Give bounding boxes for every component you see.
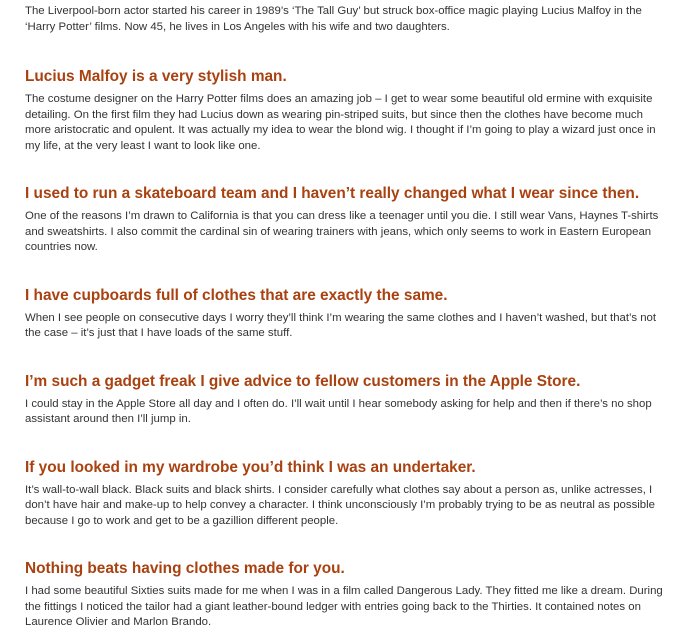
section-wardrobe — [25, 458, 665, 530]
section-heading: If you looked in my wardrobe you’d think I was an undertaker. — [25, 458, 476, 476]
section-heading: I’m such a gadget freak I give advice to fellow customers in the Apple Store. — [25, 372, 581, 390]
intro-paragraph: The Liverpool-born actor started his career in 1989’s ‘The Tall Guy’ but struck box-office magic playing Lucius Malfoy in the ‘Harry Potter’ films. Now 45, he lives in Los Angeles with his wife and two daughters. — [25, 5, 642, 33]
article — [25, 4, 665, 631]
section-cupboards — [25, 286, 665, 342]
section-paragraph: It’s wall-to-wall black. Black suits and black shirts. I consider carefully what clothes say about a person as, unlike actresses, I don’t have hair and make-up to help convey a character. I think unconsciously I’m probably trying to be as neutral as possible because I go to work and get to be a gazillion different people. — [25, 483, 656, 527]
section-gadget-freak — [25, 372, 665, 428]
section-paragraph: When I see people on consecutive days I worry they’ll think I’m wearing the same clothes and I haven’t washed, but that’s not the case – it’s just that I have loads of the same stuff. — [25, 311, 657, 339]
section-tailored-clothes — [25, 559, 665, 631]
section-paragraph: I had some beautiful Sixties suits made for me when I was in a film called Dangerous Lady. They fitted me like a dream. During the fittings I noticed the tailor had a giant leather-bound ledger with entries going back to the Thirties. It contained notes on Laurence Olivier and Marlon Brando. — [25, 585, 663, 628]
section-heading: Nothing beats having clothes made for you. — [25, 560, 345, 577]
section-paragraph: I could stay in the Apple Store all day and I often do. I’ll wait until I hear somebody asking for help and then if there’s no shop assistant around then I’ll jump in. — [25, 397, 652, 425]
section-lucius-malfoy — [25, 67, 665, 154]
section-skateboard-team — [25, 184, 665, 256]
section-paragraph: One of the reasons I’m drawn to California is that you can dress like a teenager until you die. I still wear Vans, Haynes T-shirts and sweatshirts. I also commit the cardinal sin of wearing trainers with jeans, which only seems to work in Eastern European countries now. — [25, 210, 659, 253]
section-paragraph: The costume designer on the Harry Potter films does an amazing job – I get to wear some beautiful old ermine with exquisite detailing. On the first film they had Lucius down as wearing pin-striped suits, but since then the clothes have become much more aristocratic and opulent. It was actually my idea to wear the blond wig. I thought if I’m going to play a wizard just once in my life, at the very least I want to look like one. — [25, 93, 656, 152]
section-heading: Lucius Malfoy is a very stylish man. — [25, 68, 287, 85]
section-heading: I used to run a skateboard team and I haven’t really changed what I wear since then. — [25, 185, 640, 202]
section-heading: I have cupboards full of clothes that are exactly the same. — [25, 286, 448, 304]
